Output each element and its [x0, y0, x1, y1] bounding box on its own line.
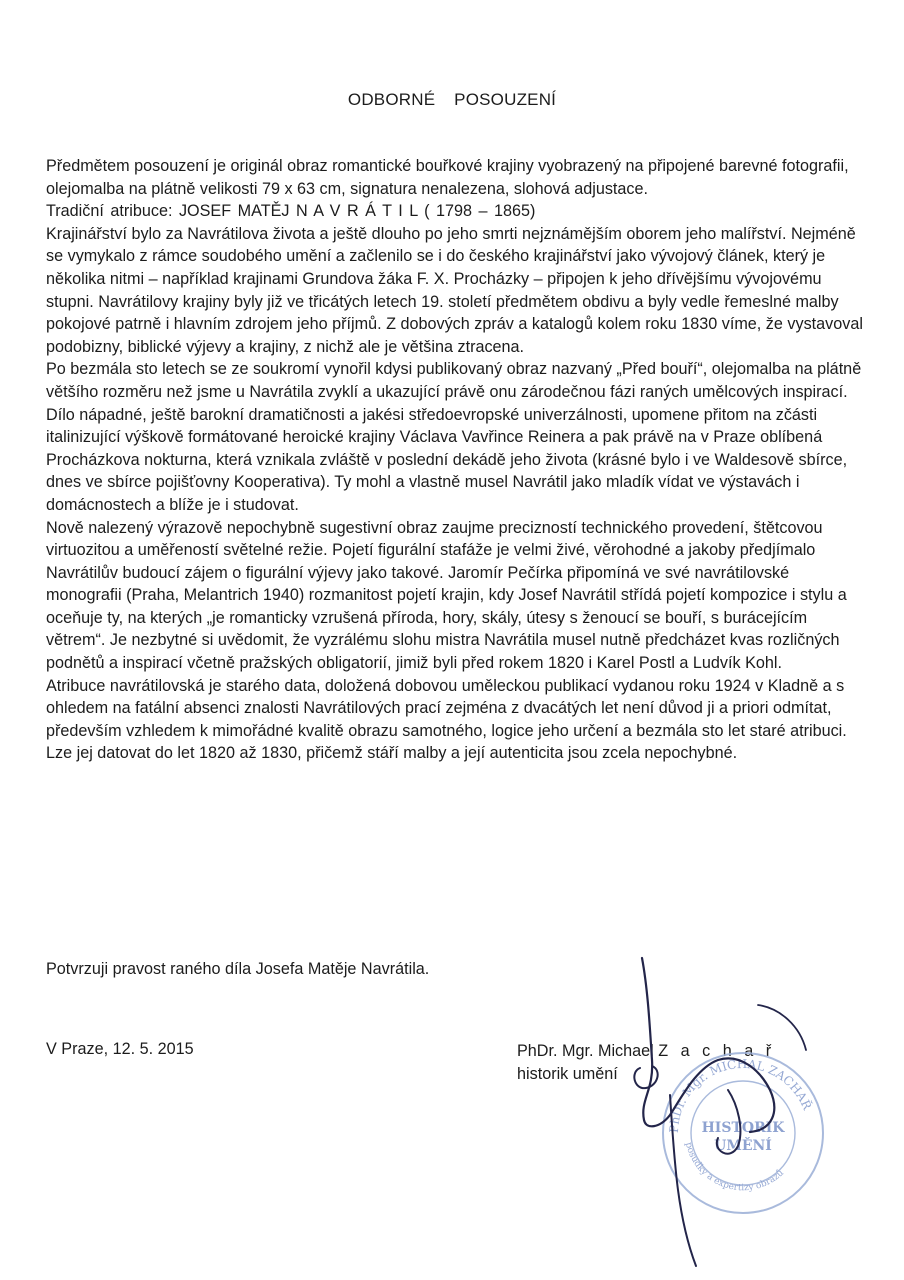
- stamp-line-2: UMĚNÍ: [714, 1138, 772, 1154]
- stamp-line-1: HISTORIK: [701, 1120, 785, 1136]
- document-title: ODBORNÉ POSOUZENÍ: [347, 90, 557, 109]
- paragraph-attribution: Tradiční atribuce: JOSEF MATĚJ N A V R Á T I L ( 1798 – 1865): [46, 202, 536, 221]
- handwritten-signature: [600, 950, 820, 1270]
- authenticity-statement: Potvrzuji pravost raného díla Josefa Matěje Navrátila.: [46, 960, 430, 978]
- document-body: [46, 155, 864, 765]
- place-and-date: V Praze, 12. 5. 2015: [46, 1040, 194, 1058]
- stamp-ring-top: PhDr. Mgr. MICHAL ZACHAŘ: [666, 1056, 815, 1134]
- paragraph-discovery: Po bezmála sto letech se ze soukromí vynořil kdysi publikovaný obraz nazvaný „Před bouří“, olejomalba na plátně většího rozměru než jsme u Navrátila zvyklí a ukazující právě onu zárodečnou fázi raných umělcových inspirací. Dílo nápadné, ještě barokní dramatičnosti a jakési středoevropské univerzálnosti, upomene přitom na zčásti italinizující výškově formátované heroické krajiny Václava Vavřince Reinera a pak právě na v Praze oblíbená Procházkova nokturna, která vznikala zvláště v poslední dekádě jeho života (krásné bylo i ve Waldesově sbírce, dnes ve sbírce pojišťovny Kooperativa). Ty mohl a vlastně musel Navrátil jako mladík vídat ve výstavách i domácnostech a blíže je i studovat.: [46, 360, 862, 514]
- paragraph-quality: Nově nalezený výrazově nepochybně sugestivní obraz zaujme precizností technického provedení, štětcovou virtuozitou a uměřeností světelné režie. Pojetí figurální stafáže je velmi živé, věrohodné a jakoby předjímalo Navrátilův budoucí zájem o figurální výjevy jako takové. Jaromír Pečírka připomíná ve své navrátilovské monografii (Praha, Melantrich 1940) rozmanitost pojetí krajin, kdy Josef Navrátil střídá pojetí kompozice i stylu a oceňuje ty, na kterých „je romanticky vzrušená příroda, hory, skály, útesy s ženoucí se bouří, s burácejícím větrem“. Je nezbytné si uvědomit, že vyzrálému slohu mistra Navrátila musel nutně předcházet kvas rozličných podnětů a inspirací včetně pražských obligatorií, jimiž byli před rokem 1820 i Karel Postl a Ludvík Kohl.: [46, 518, 847, 673]
- stamp-ring-bottom: posudky a expertizy obrazů: [683, 1141, 786, 1194]
- signatory-name-prefix: PhDr. Mgr. Michael: [517, 1042, 654, 1060]
- paragraph-conclusion: Atribuce navrátilovská je starého data, doložená dobovou uměleckou publikací vydanou roku 1924 v Kladně a s ohledem na fatální absenci znalosti Navrátilových prací zejména z dvacátých let není důvod ji a priori odmítat, především vzhledem k mimořádné kvalitě obrazu samotného, logice jeho určení a bezmála sto let staré atribuci. Lze jej datovat do let 1820 až 1830, přičemž stáří malby a její autenticita jsou zcela nepochybné.: [46, 676, 847, 763]
- signatory-surname: Z a c h a ř: [658, 1042, 776, 1060]
- paragraph-subject: Předmětem posouzení je originál obraz romantické bouřkové krajiny vyobrazený na připojené barevné fotografii, olejomalba na plátně velikosti 79 x 63 cm, signatura nenalezena, slohová adjustace.: [46, 157, 849, 198]
- signatory-role: historik umění: [517, 1064, 618, 1083]
- paragraph-landscape: Krajinářství bylo za Navrátilova života a ještě dlouho po jeho smrti nejznámějším oborem jeho malířství. Nejméně se vymykalo z rámce soudobého umění a začlenilo se i do českého krajinářství jako vývojový článek, který je několika nitmi – například krajinami Grundova žáka F. X. Procházky – připojen k jeho dřívějšímu vývojovému stupni. Navrátilovy krajiny byly již ve třicátých letech 19. století předmětem obdivu a byly vedle řemeslné malby pokojové patrně i hlavním zdrojem jeho příjmů. Z dobových zpráv a katalogů kolem roku 1830 víme, že vystavoval podobizny, biblické výjevy a krajiny, z nichž ale je většina ztracena.: [46, 224, 863, 356]
